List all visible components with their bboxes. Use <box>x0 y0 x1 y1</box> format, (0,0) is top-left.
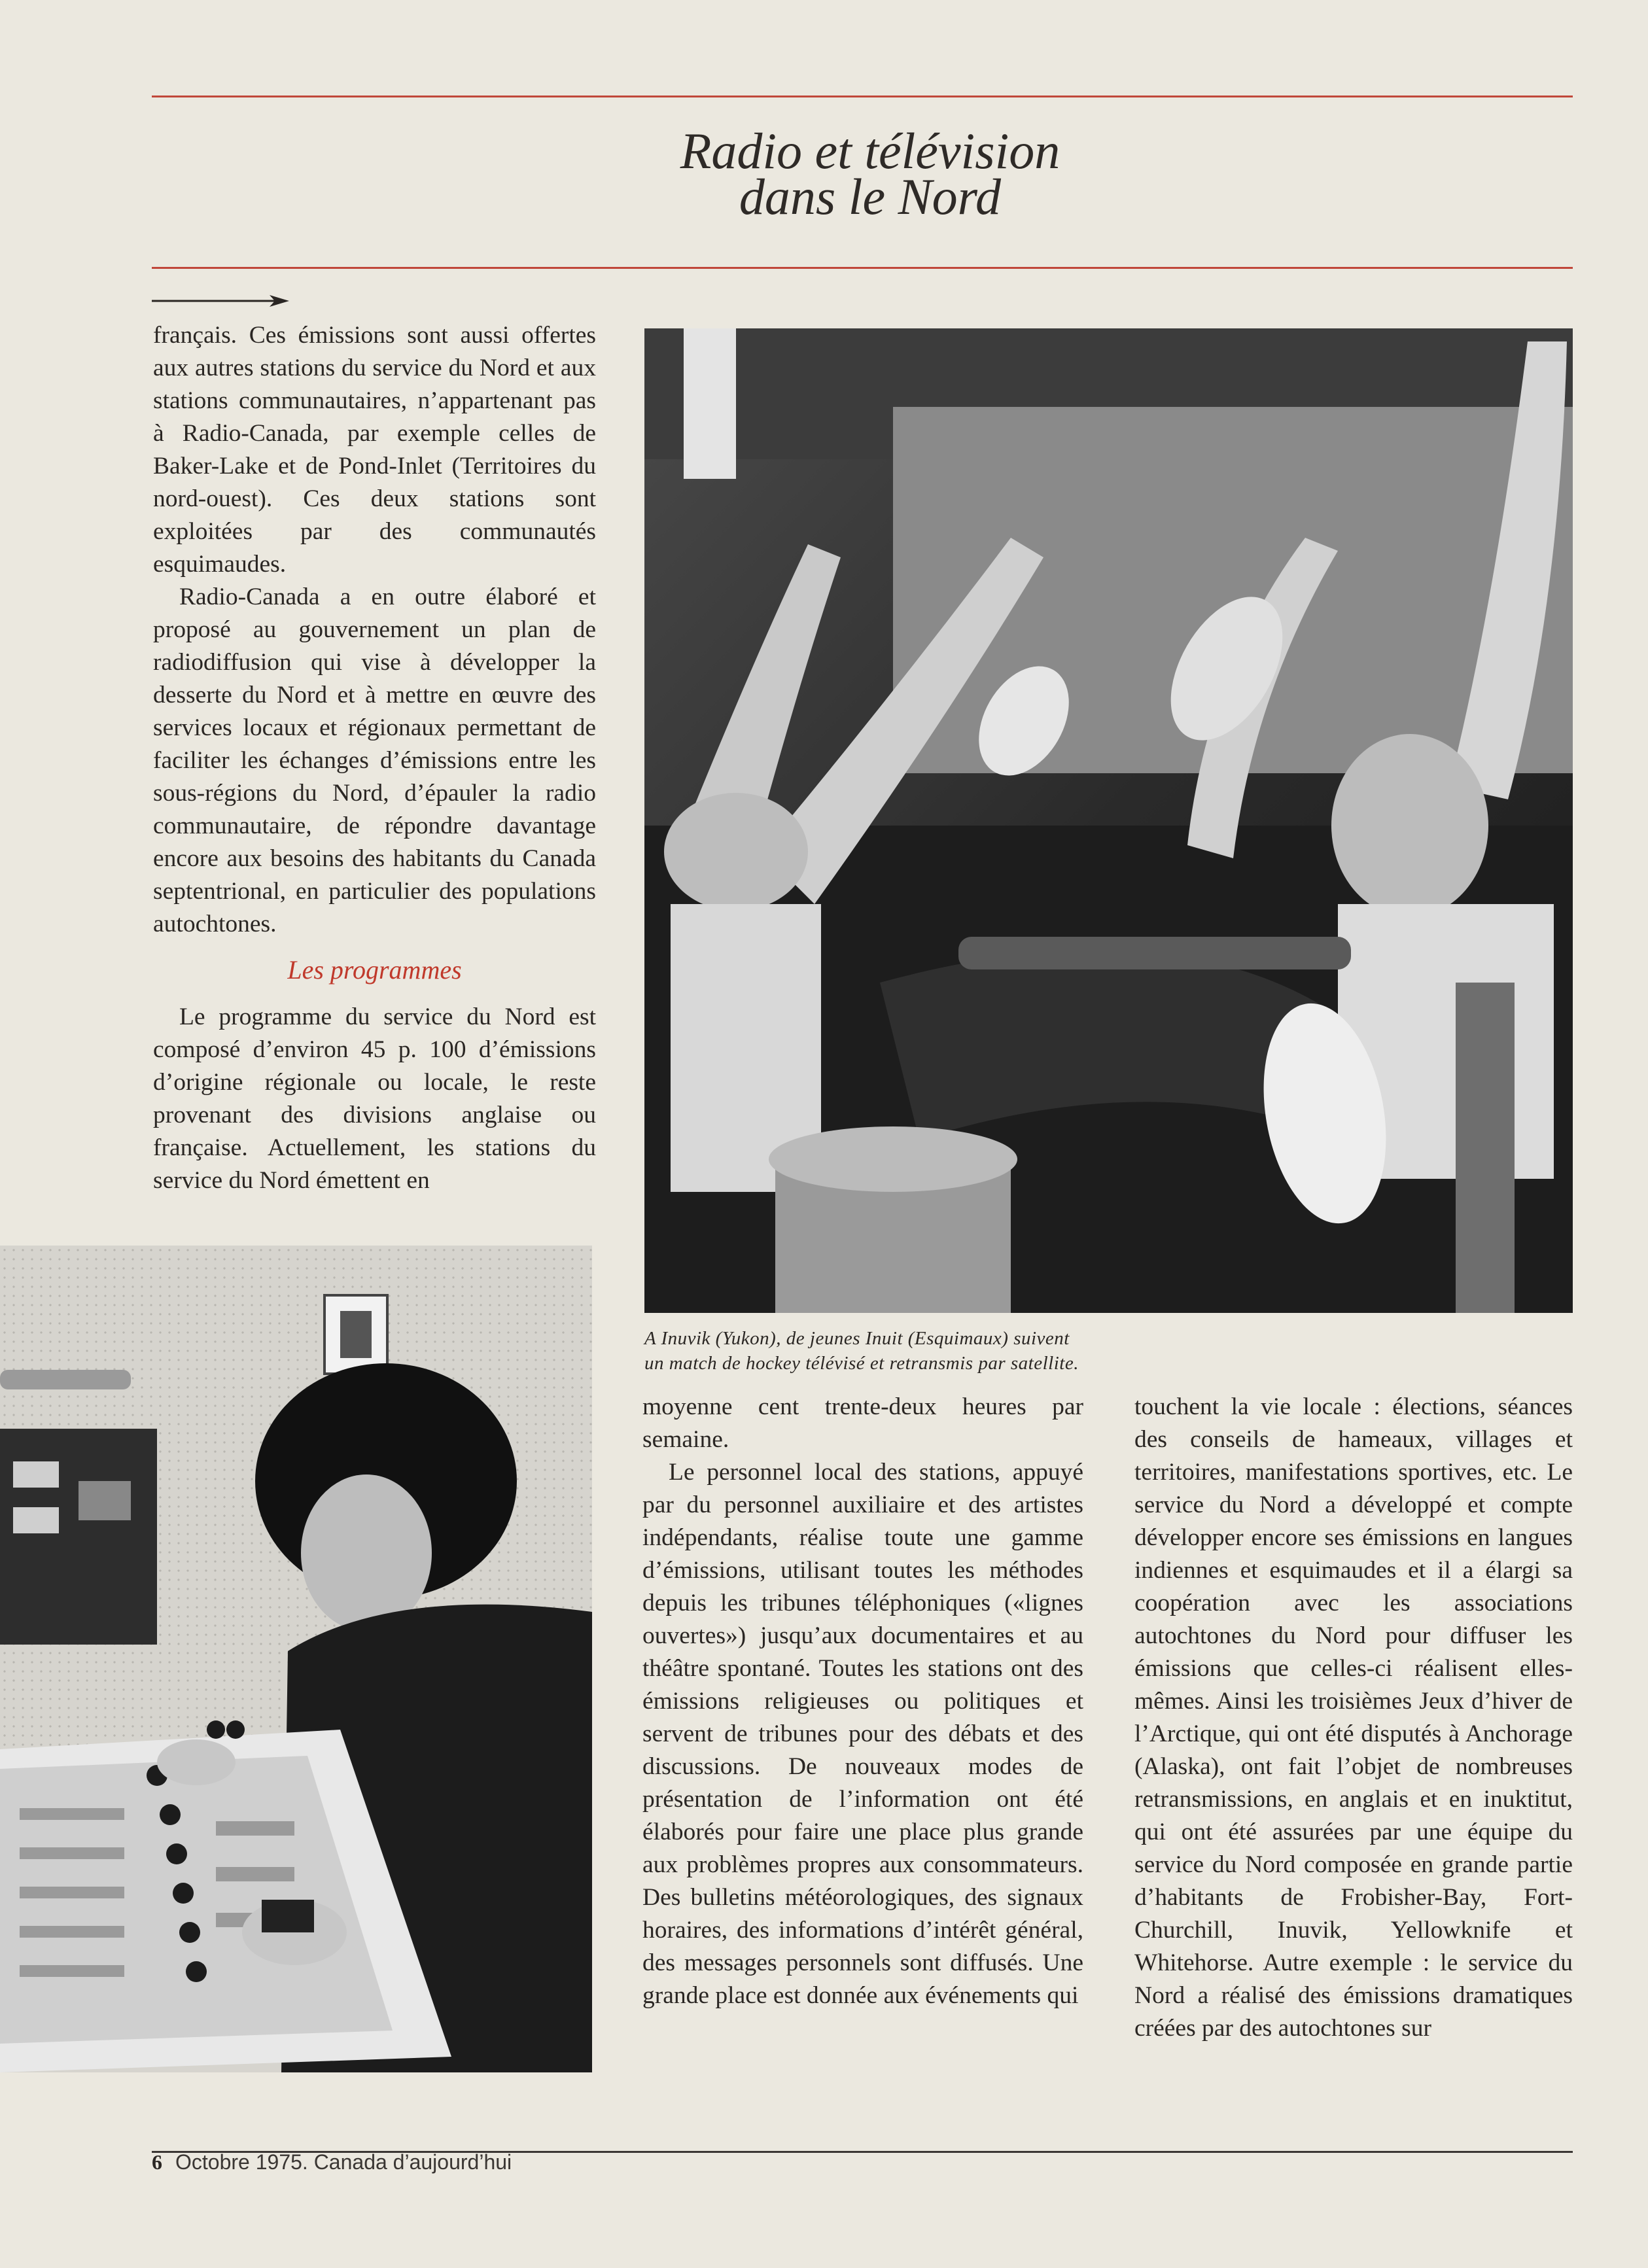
right-paragraph-1: touchent la vie locale : élections, séances des conseils de hameaux, villages et territoires, manifestations sportives, etc. Le service du Nord a développé et compte développer encore ses émissions en langues indiennes et esquimaudes et il a élargi sa coopération avec les associations autochtones du Nord pour diffuser les émissions que celles-ci réalisent elles-mêmes. Ainsi les troisièmes Jeux d’hiver de l’Arctique, qui ont été disputés à Anchorage (Alaska), ont fait l’objet de nombreuses retransmissions, en anglais et en inuktitut, qui ont été assurées par une équipe du service du Nord composée en grande partie d’habitants de Frobisher-Bay, Fort-Churchill, Inuvik, Yellowknife et Whitehorse. Autre exemple : le service du Nord a réalisé des émissions dramatiques créées par des autochtones sur <box>1134 1393 1573 2042</box>
left-paragraph-3: Le programme du service du Nord est composé d’environ 45 p. 100 d’émissions d’origine régionale ou locale, le reste provenant des divisions anglaise ou française. Actuellement, les stations du service du Nord émettent en <box>153 1003 596 1194</box>
title-line-2: dans le Nord <box>739 168 1002 225</box>
continuation-arrow-icon <box>152 292 289 309</box>
tv-viewers-photo <box>644 328 1573 1313</box>
middle-column <box>642 1391 1083 2012</box>
publication-line: Octobre 1975. Canada d’aujourd’hui <box>175 2150 512 2174</box>
left-paragraph-2: Radio-Canada a en outre élaboré et proposé au gouvernement un plan de radiodiffusion qui vise à développer la desserte du Nord et à mettre en œuvre des services locaux et régionaux permettant de faciliter les échanges d’émissions entre les sous-régions du Nord, d’épauler la radio communautaire, de répondre davantage encore aux besoins des habitants du Canada septentrional, en particulier des populations autochtones. <box>153 584 596 937</box>
radio-operator-photo <box>0 1246 592 2072</box>
left-paragraph-1: français. Ces émissions sont aussi offertes aux autres stations du service du Nord et aux stations communautaires, n’appartenant pas à Radio-Canada, par exemple celles de Baker-Lake et de Pond-Inlet (Territoires du nord-ouest). Ces deux stations sont exploitées par des communautés esquimaudes. <box>153 322 596 578</box>
header-rule-bottom <box>152 267 1573 269</box>
header-rule-top <box>152 96 1573 97</box>
title-line-1: Radio et télévision <box>680 122 1061 179</box>
photo-caption <box>644 1326 1299 1376</box>
caption-line-2: un match de hockey télévisé et retransmis par satellite. <box>644 1353 1079 1374</box>
left-column <box>153 319 596 1197</box>
page-footer <box>152 2150 512 2174</box>
middle-paragraph-1: moyenne cent trente-deux heures par semaine. <box>642 1393 1083 1453</box>
section-heading: Les programmes <box>287 955 462 985</box>
page-number: 6 <box>152 2150 162 2174</box>
caption-line-1: A Inuvik (Yukon), de jeunes Inuit (Esquimaux) suivent <box>644 1328 1070 1349</box>
middle-paragraph-2: Le personnel local des stations, appuyé par du personnel auxiliaire et des artistes indépendants, réalise toute une gamme d’émissions, utilisant toutes les méthodes depuis les tribunes téléphoniques («lignes ouvertes») jusqu’aux documentaires et au théâtre spontané. Toutes les stations ont des émissions religieuses ou politiques et servent de tribunes pour des débats et des discussions. De nouveaux modes de présentation de l’information ont été élaborés pour faire une place plus grande aux problèmes propres aux consommateurs. Des bulletins météorologiques, des signaux horaires, des informations d’intérêt général, des messages personnels sont diffusés. Une grande place est donnée aux événements qui <box>642 1459 1083 2009</box>
right-column <box>1134 1391 1573 2045</box>
page-title <box>497 122 1243 225</box>
